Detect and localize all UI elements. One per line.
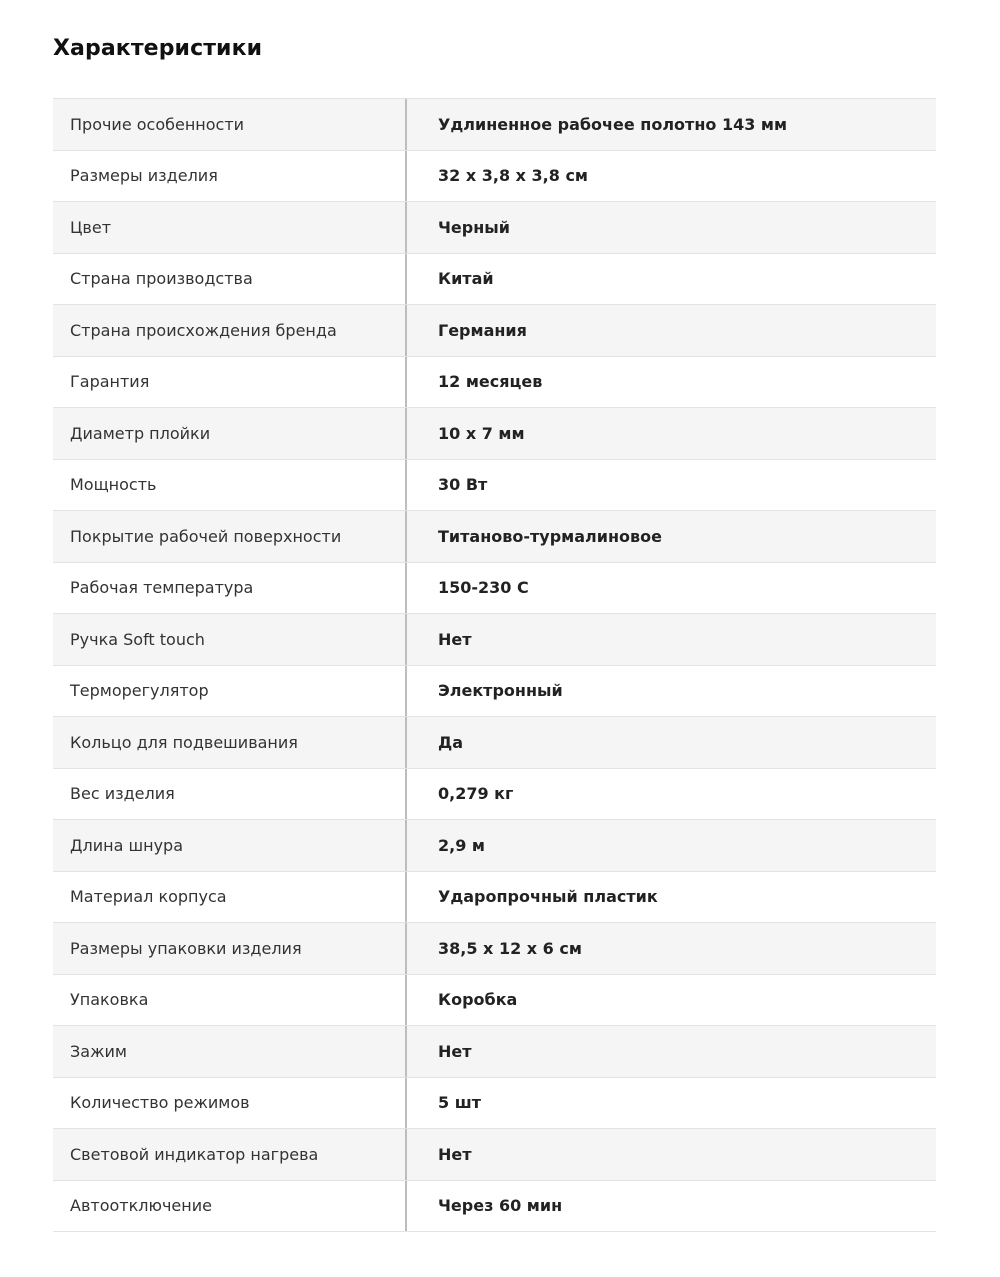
spec-value: 2,9 м — [438, 835, 485, 855]
spec-value: Нет — [438, 1041, 472, 1061]
spec-row — [53, 151, 936, 203]
spec-key: Световой индикатор нагрева — [53, 1129, 407, 1180]
spec-value: Черный — [438, 217, 510, 237]
spec-row — [53, 975, 936, 1027]
spec-value: 12 месяцев — [438, 372, 543, 392]
spec-key: Страна производства — [53, 254, 407, 305]
spec-value: Электронный — [438, 681, 563, 701]
spec-row — [53, 820, 936, 872]
spec-row — [53, 460, 936, 512]
spec-row — [53, 408, 936, 460]
spec-value: 32 х 3,8 х 3,8 см — [438, 166, 589, 186]
spec-value: Да — [438, 732, 464, 752]
spec-key: Автоотключение — [53, 1181, 407, 1232]
spec-value: Нет — [438, 629, 472, 649]
spec-row — [53, 769, 936, 821]
spec-key: Упаковка — [53, 975, 407, 1026]
spec-row — [53, 923, 936, 975]
spec-row — [53, 202, 936, 254]
spec-key: Размеры изделия — [53, 151, 407, 202]
spec-row — [53, 872, 936, 924]
spec-key: Количество режимов — [53, 1078, 407, 1129]
spec-row — [53, 357, 936, 409]
spec-key: Гарантия — [53, 357, 407, 408]
spec-row — [53, 254, 936, 306]
spec-value: 0,279 кг — [438, 784, 514, 804]
spec-value: 30 Вт — [438, 475, 488, 495]
spec-value: Титаново-турмалиновое — [438, 526, 662, 546]
spec-row — [53, 1181, 936, 1233]
spec-value: Ударопрочный пластик — [438, 887, 658, 907]
spec-key: Рабочая температура — [53, 563, 407, 614]
spec-value: Коробка — [438, 990, 518, 1010]
spec-key: Размеры упаковки изделия — [53, 923, 407, 974]
spec-key: Длина шнура — [53, 820, 407, 871]
spec-value: Германия — [438, 320, 527, 340]
spec-key: Ручка Soft touch — [53, 614, 407, 665]
spec-key: Прочие особенности — [53, 99, 407, 150]
spec-key: Терморегулятор — [53, 666, 407, 717]
spec-row — [53, 717, 936, 769]
spec-key: Мощность — [53, 460, 407, 511]
section-title: Характеристики — [53, 36, 263, 61]
spec-row — [53, 1129, 936, 1181]
spec-row — [53, 305, 936, 357]
spec-row — [53, 563, 936, 615]
spec-key: Материал корпуса — [53, 872, 407, 923]
spec-row — [53, 666, 936, 718]
spec-row — [53, 511, 936, 563]
spec-value: Нет — [438, 1144, 472, 1164]
spec-value: 38,5 х 12 х 6 см — [438, 938, 582, 958]
spec-row — [53, 1026, 936, 1078]
spec-key: Диаметр плойки — [53, 408, 407, 459]
spec-key: Вес изделия — [53, 769, 407, 820]
spec-key: Покрытие рабочей поверхности — [53, 511, 407, 562]
spec-value: Через 60 мин — [438, 1196, 563, 1216]
spec-row — [53, 1078, 936, 1130]
spec-row — [53, 99, 936, 151]
spec-key: Страна происхождения бренда — [53, 305, 407, 356]
specs-table — [53, 98, 936, 1232]
spec-value: 10 х 7 мм — [438, 423, 525, 443]
spec-value: Удлиненное рабочее полотно 143 мм — [438, 114, 788, 134]
spec-key: Цвет — [53, 202, 407, 253]
spec-value: 5 шт — [438, 1093, 481, 1113]
spec-value: 150-230 С — [438, 578, 529, 598]
spec-key: Кольцо для подвешивания — [53, 717, 407, 768]
spec-value: Китай — [438, 269, 494, 289]
spec-row — [53, 614, 936, 666]
spec-key: Зажим — [53, 1026, 407, 1077]
